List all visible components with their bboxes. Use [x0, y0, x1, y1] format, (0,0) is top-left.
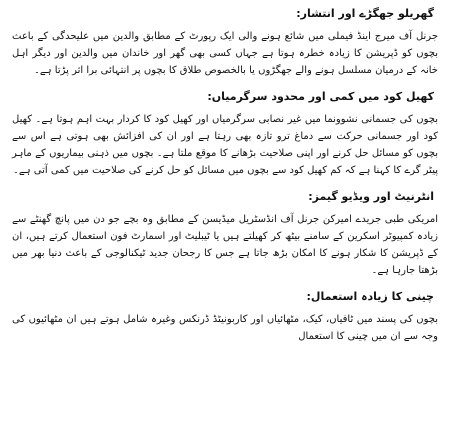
section-heading: گھریلو جھگڑے اور انتشار:	[296, 7, 434, 20]
section-paragraph: بچوں کی جسمانی نشوونما میں غیر نصابی سرگرمیاں اور کھیل کود کا کردار بہت اہم ہوتا ہے۔ کھیل کود اور جسمانی حرکت سے دماغ ترو تازہ بھی رہتا ہے اور ان کی افزائش بھی ہوتی ہے اس سے بچوں کو مسائل حل کرنے اور اپنی صلاحیت بڑھانے کا موقع ملتا ہے۔ بچوں میں ذہنی بیماریوں کے ماہر پیٹر گرے کا کہنا ہے کہ کم کھیل کود سے بچوں میں مسائل کو حل کرنے کی صلاحیت میں کمی آتی ہے۔	[12, 114, 438, 176]
section-paragraph: جرنل آف میرج اینڈ فیملی میں شائع ہونے والی ایک رپورٹ کے مطابق والدین میں علیحدگی کے باعث بچوں کو ڈپریشن کا زیادہ خطرہ ہوتا ہے جہاں کسی بھی گھر اور خاندان میں والدین اور دیگر اہل خانہ کے درمیان مسلسل ہونے والے جھگڑوں یا بالخصوص طلاق کا بچوں پر انتہائی برا اثر پڑتا ہے۔	[12, 31, 438, 76]
section-paragraph: امریکی طبی جریدے امیرکن جرنل آف انڈسٹریل میڈیسن کے مطابق وہ بچے جو دن میں پانچ گھنٹے سے زیادہ کمپیوٹر اسکرین کے سامنے بیٹھ کر کھیلتے ہیں یا ٹیبلیٹ اور اسمارٹ فون استعمال کرتے ہیں، ان کے ڈپریشن کا شکار ہونے کا امکان بڑھ جاتا ہے جس کا رجحان جدید ٹیکنالوجی کے باعث دنیا بھر میں بڑھتا جارہا ہے۔	[12, 214, 438, 276]
section-sugar-intake	[12, 289, 438, 345]
section-heading: چینی کا زیادہ استعمال:	[306, 290, 434, 303]
section-reduced-play	[12, 89, 438, 179]
section-family-conflict	[12, 6, 438, 79]
section-heading: انٹرنیٹ اور ویڈیو گیمز:	[308, 190, 434, 203]
section-paragraph: بچوں کی پسند میں ٹافیاں، کیک، مٹھائیاں اور کاربونیٹڈ ڈرنکس وغیرہ شامل ہوتے ہیں ان مٹھائیوں کی وجہ سے ان میں چینی کا استعمال	[12, 314, 438, 342]
section-internet-games	[12, 189, 438, 279]
section-heading: کھیل کود میں کمی اور محدود سرگرمیاں:	[207, 90, 434, 103]
